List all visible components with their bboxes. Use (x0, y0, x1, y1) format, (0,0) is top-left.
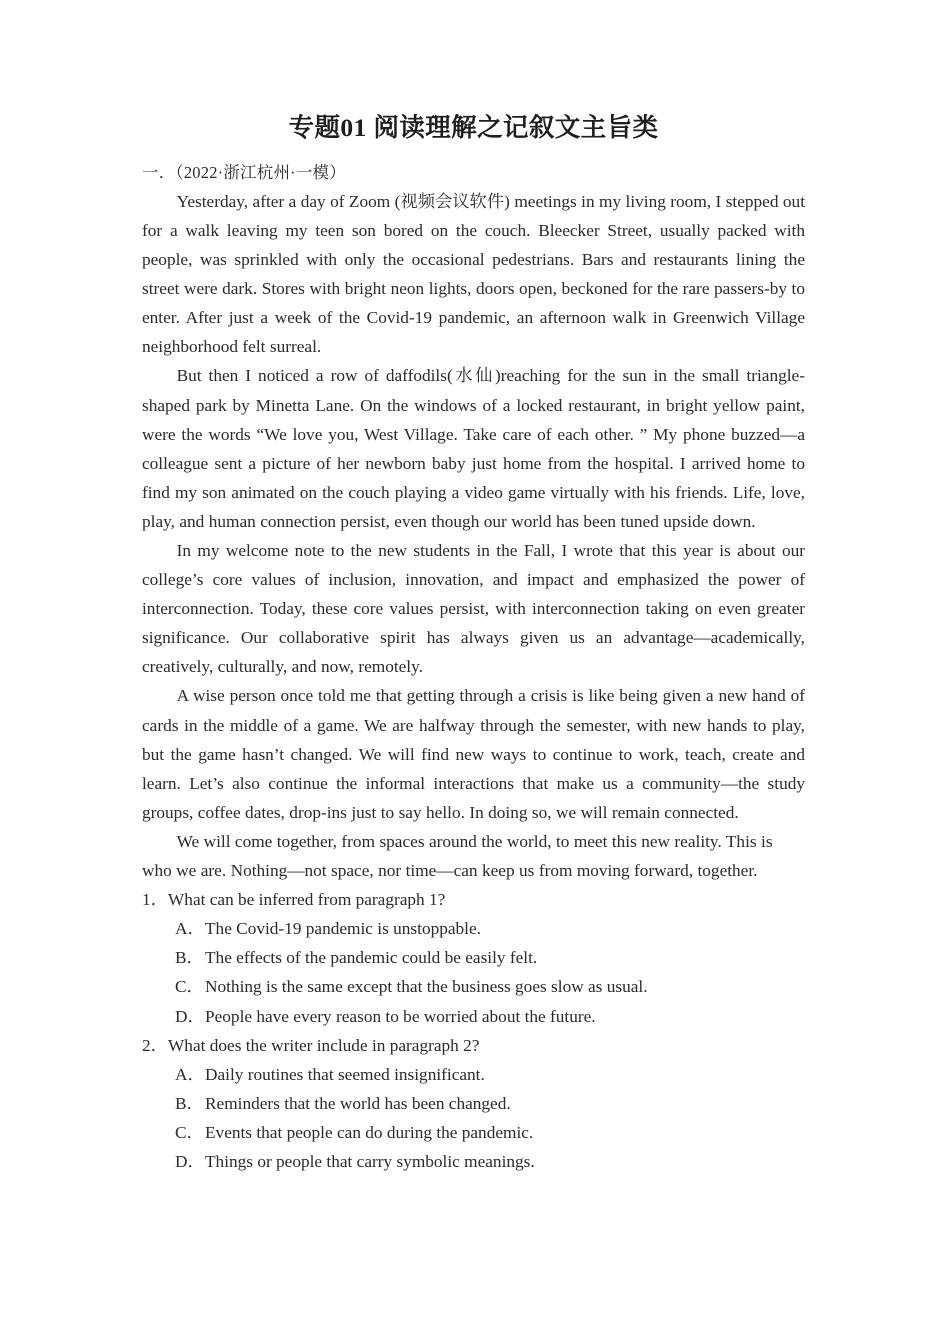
option-text: Reminders that the world has been changed. (205, 1093, 511, 1113)
option-text: Nothing is the same except that the business goes slow as usual. (205, 977, 648, 997)
option-letter: C． (175, 1122, 204, 1142)
question-2-option-c[interactable] (142, 1118, 805, 1147)
question-1-stem (142, 885, 805, 914)
option-text: Things or people that carry symbolic meanings. (205, 1151, 535, 1171)
question-2-text: What does the writer include in paragraph 2? (168, 1035, 480, 1055)
passage-paragraph-5: We will come together, from spaces around the world, to meet this new reality. This is who we are. Nothing—not space, nor time—can keep us from moving forward, together. (142, 831, 773, 881)
question-1-option-b[interactable] (142, 943, 805, 972)
option-text: The Covid-19 pandemic is unstoppable. (205, 919, 481, 939)
question-1-option-a[interactable] (142, 914, 805, 943)
question-item-2 (142, 1031, 805, 1176)
question-1-option-c[interactable] (142, 972, 805, 1001)
question-1-text: What can be inferred from paragraph 1? (168, 890, 446, 910)
question-2-option-b[interactable] (142, 1089, 805, 1118)
question-item-1 (142, 885, 805, 1030)
option-letter: A． (175, 919, 205, 939)
passage-paragraph-2: But then I noticed a row of daffodils(水仙)reaching for the sun in the small triangle-shaped park by Minetta Lane. On the windows of a locked restaurant, in bright yellow paint, were the words “We love you, West Village. Take care of each other. ” My phone buzzed—a colleague sent a picture of her newborn baby just home from the hospital. I arrived home to find my son animated on the couch playing a video game virtually with his friends. Life, love, play, and human connection persist, even though our world has been tuned upside down. (142, 366, 805, 531)
option-letter: D． (175, 1006, 205, 1026)
option-text: Daily routines that seemed insignificant. (205, 1064, 485, 1084)
option-text: People have every reason to be worried about the future. (205, 1006, 596, 1026)
option-text: The effects of the pandemic could be easily felt. (205, 948, 538, 968)
question-2-number: 2． (142, 1035, 168, 1055)
passage-paragraph-3: In my welcome note to the new students in the Fall, I wrote that this year is about our college’s core values of inclusion, innovation, and impact and emphasized the power of interconnection. Today, these core values persist, with interconnection taking on even greater significance. Our collaborative spirit has always given us an advantage—academically, creatively, culturally, and now, remotely. (142, 541, 805, 677)
question-2-stem (142, 1031, 805, 1060)
option-letter: D． (175, 1151, 205, 1171)
question-2-option-d[interactable] (142, 1147, 805, 1176)
option-letter: C． (175, 977, 204, 997)
question-2-option-a[interactable] (142, 1060, 805, 1089)
option-letter: A． (175, 1064, 205, 1084)
question-1-option-d[interactable] (142, 1002, 805, 1031)
passage-paragraph-1: Yesterday, after a day of Zoom (视频会议软件) meetings in my living room, I stepped out for a walk leaving my teen son bored on the couch. Bleecker Street, usually packed with people, was sprinkled with only the occasional pedestrians. Bars and restaurants lining the street were dark. Stores with bright neon lights, doors open, beckoned for the rare passers-by to enter. After just a week of the Covid-19 pandemic, an afternoon walk in Greenwich Village neighborhood felt surreal. (142, 191, 805, 357)
option-text: Events that people can do during the pandemic. (205, 1122, 534, 1142)
page-title: 专题01 阅读理解之记叙文主旨类 (288, 113, 659, 142)
question-source-line: 一．（2022·浙江杭州·一模） (142, 162, 346, 182)
question-1-number: 1． (142, 890, 168, 910)
option-letter: B． (175, 948, 204, 968)
option-letter: B． (175, 1093, 204, 1113)
passage-paragraph-4: A wise person once told me that getting through a crisis is like being given a new hand of cards in the middle of a game. We are halfway through the semester, with new hands to play, but the game hasn’t changed. We will find new ways to continue to work, teach, create and learn. Let’s also continue the informal interactions that make us a community—the study groups, coffee dates, drop-ins just to say hello. In doing so, we will remain connected. (142, 686, 805, 822)
